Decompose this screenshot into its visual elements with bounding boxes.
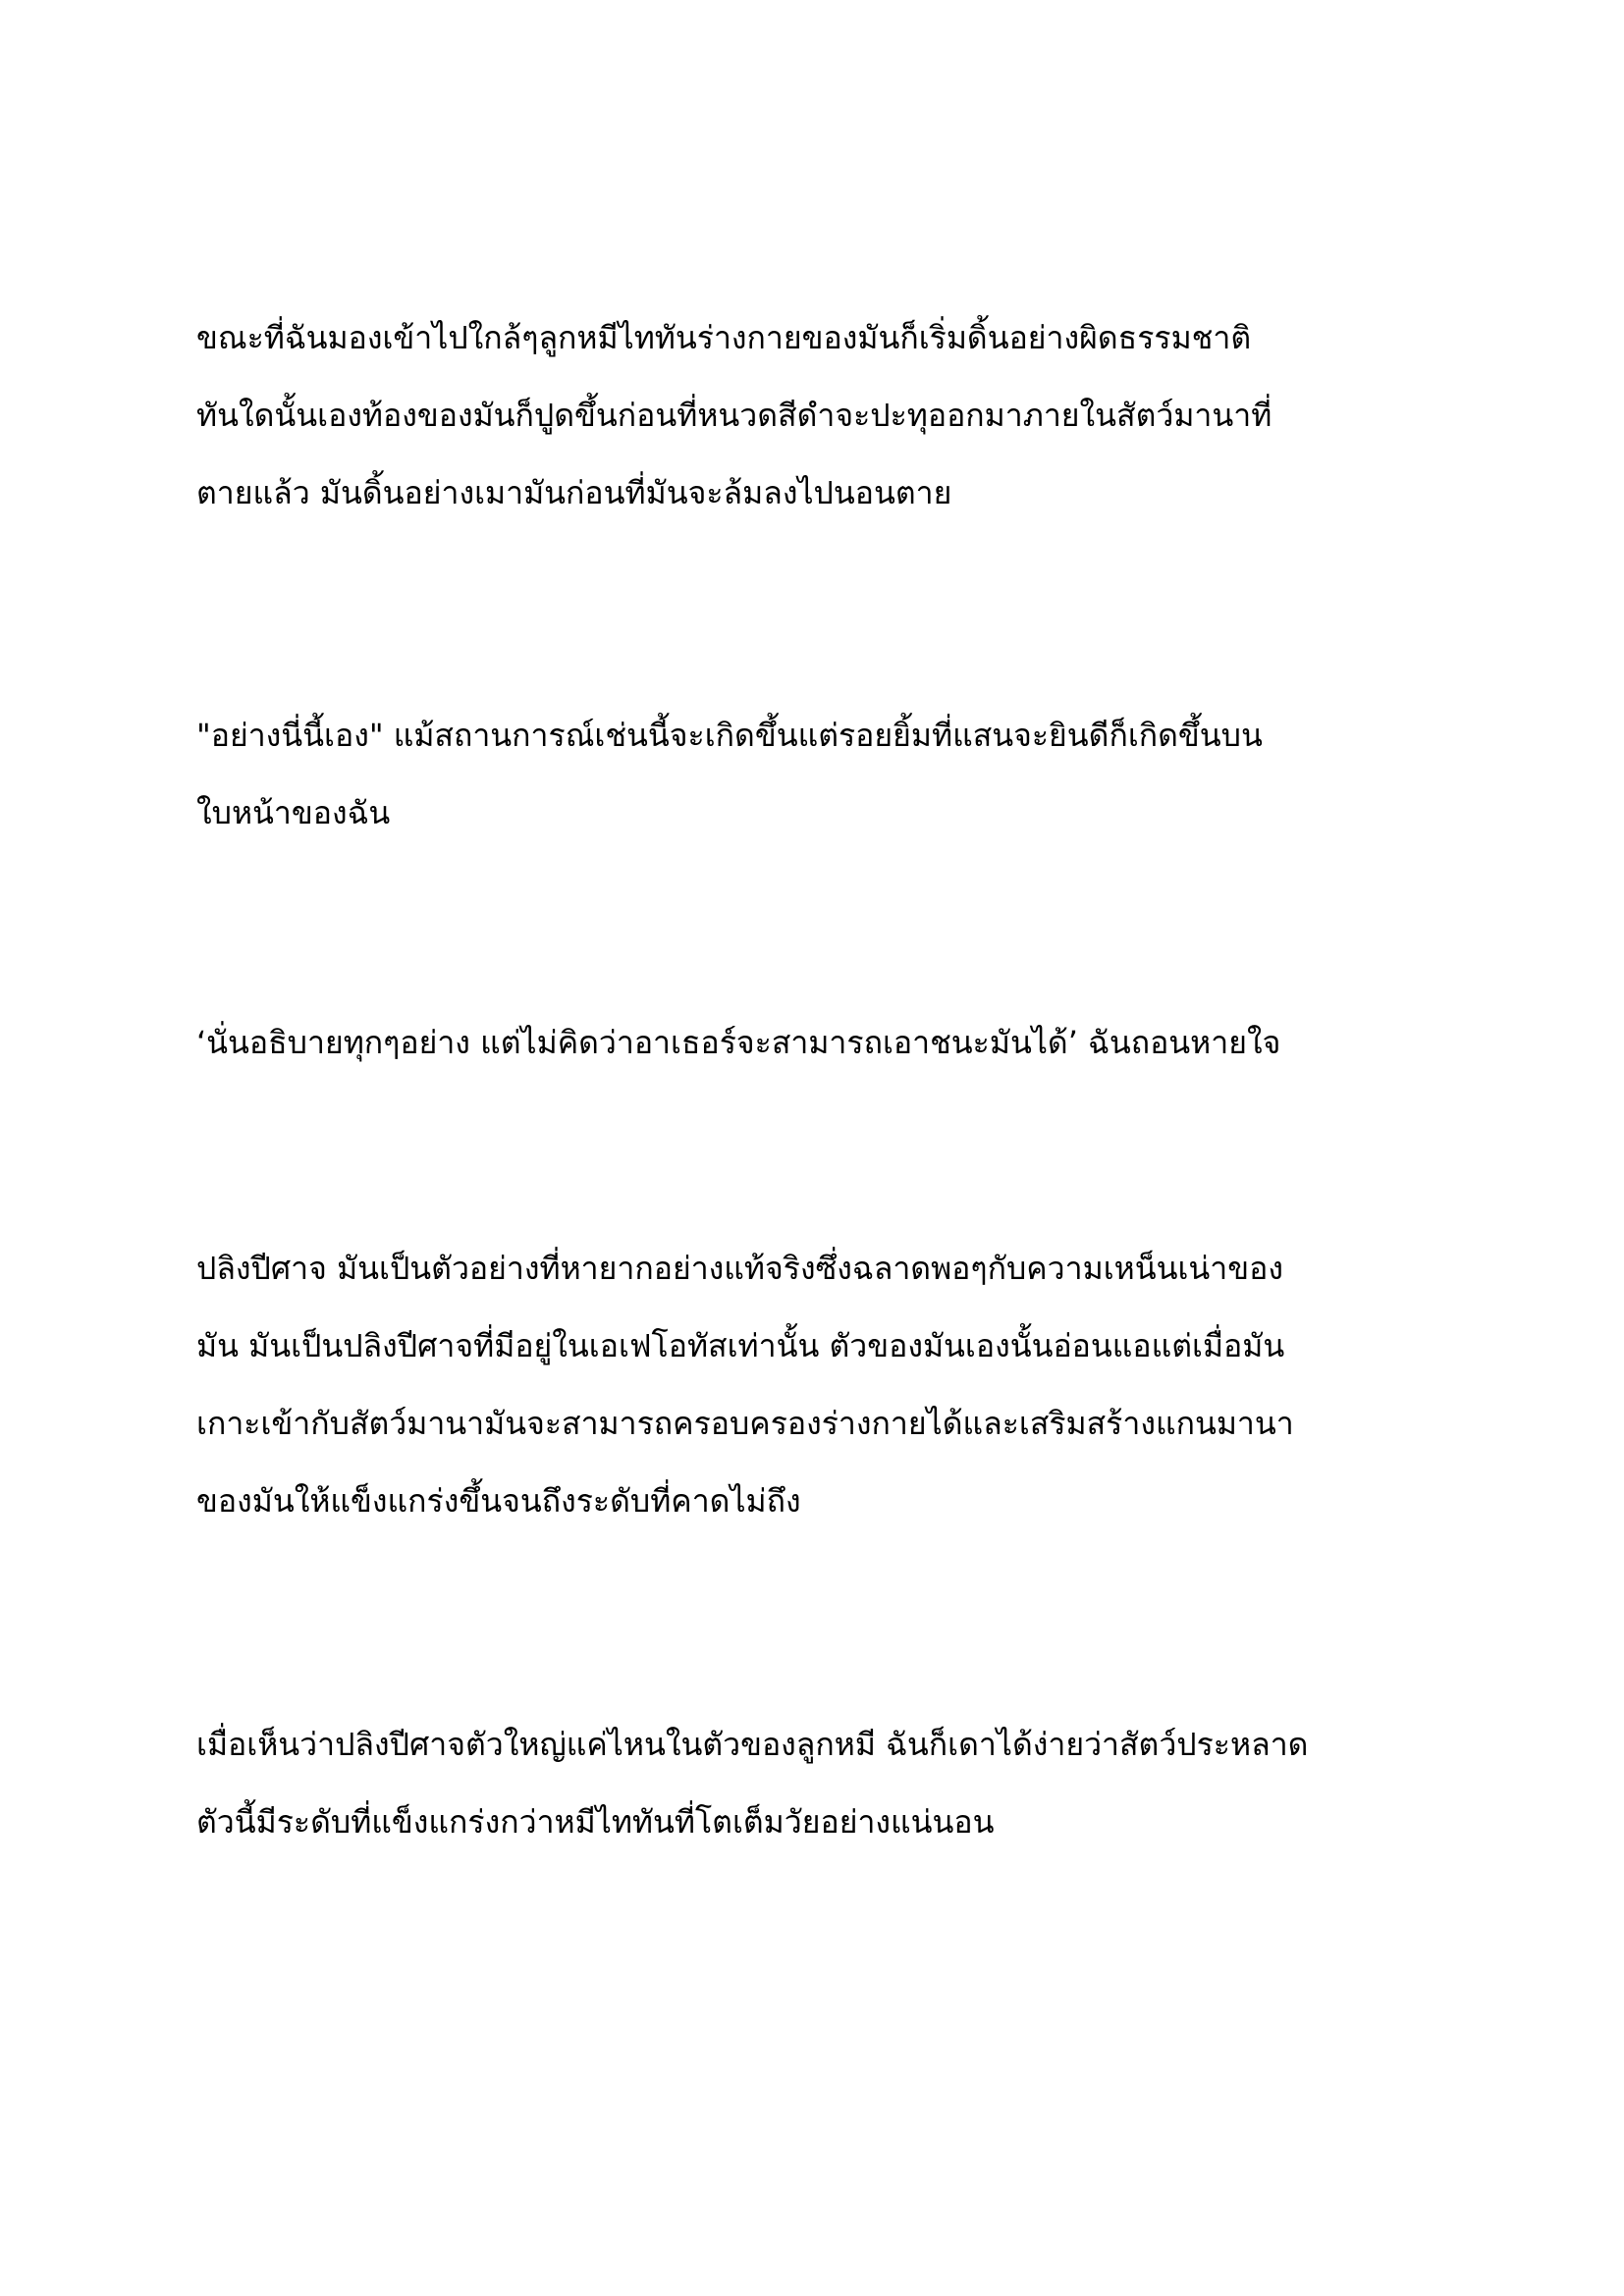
paragraph-line: ตัวนี้มีระดับที่แข็งแกร่งกว่าหมีไททันที่โตเต็มวัยอย่างแน่นอน: [196, 1803, 995, 1841]
paragraph-3: [196, 1004, 1473, 1082]
paragraph-line: เมื่อเห็นว่าปลิงปีศาจตัวใหญ่แค่ไหนในตัวของลูกหมี ฉันก็เดาได้ง่ายว่าสัตว์ประหลาด: [196, 1726, 1309, 1763]
paragraph-line: ปลิงปีศาจ มันเป็นตัวอย่างที่หายากอย่างแท้จริงซึ่งฉลาดพอๆกับความเหน็นเน่าของ: [196, 1250, 1283, 1287]
paragraph-line: ของมันให้แข็งแกร่งขึ้นจนถึงระดับที่คาดไม่ถึง: [196, 1482, 801, 1520]
paragraph-line: เกาะเข้ากับสัตว์มานามันจะสามารถครอบครองร่างกายได้และเสริมสร้างแกนมานา: [196, 1405, 1294, 1442]
paragraph-line: ทันใดนั้นเองท้องของมันก็ปูดขึ้นก่อนที่หนวดสีดำจะปะทุออกมาภายในสัตว์มานาที่: [196, 397, 1272, 434]
paragraph-line: ขณะที่ฉันมองเข้าไปใกล้ๆลูกหมีไททันร่างกายของมันก็เริ่มดิ้นอย่างผิดธรรมชาติ: [196, 319, 1252, 356]
paragraph-5: [196, 1706, 1473, 1861]
paragraph-line: ตายแล้ว มันดิ้นอย่างเมามันก่อนที่มันจะล้มลงไปนอนตาย: [196, 474, 952, 511]
paragraph-line: "อย่างนี่นี้เอง" แม้สถานการณ์เช่นนี้จะเกิดขึ้นแต่รอยยิ้มที่แสนจะยินดีก็เกิดขึ้นบน: [196, 717, 1263, 754]
paragraph-4: [196, 1230, 1473, 1540]
paragraph-line: ใบหน้าของฉัน: [196, 794, 391, 831]
paragraph-line: มัน มันเป็นปลิงปีศาจที่มีอยู่ในเอเฟโอทัสเท่านั้น ตัวของมันเองนั้นอ่อนแอแต่เมื่อมัน: [196, 1327, 1285, 1364]
paragraph-2: [196, 697, 1473, 852]
paragraph-1: [196, 299, 1473, 532]
paragraph-line: ‘นั่นอธิบายทุกๆอย่าง แต่ไม่คิดว่าอาเธอร์จะสามารถเอาชนะมันได้’ ฉันถอนหายใจ: [196, 1024, 1281, 1061]
